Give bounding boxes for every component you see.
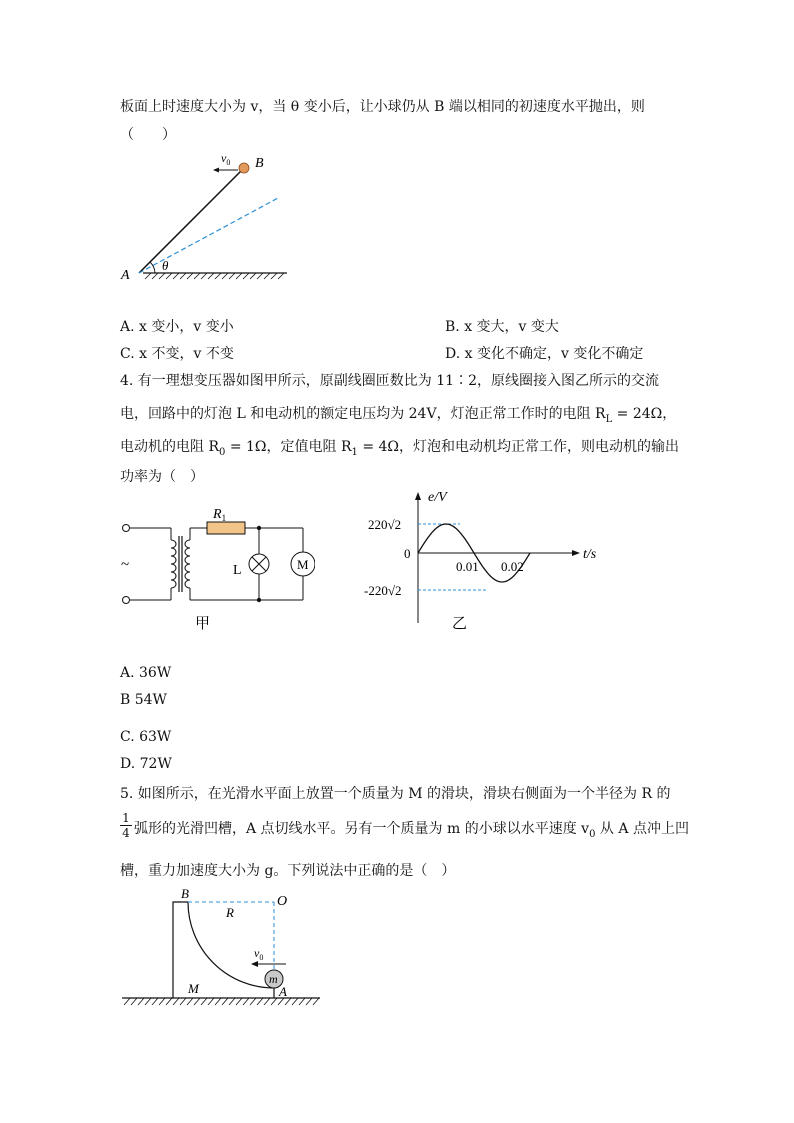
q4-ac-source-symbol: ~	[121, 557, 130, 573]
q3-ball	[239, 163, 249, 173]
q3-option-b[interactable]: B. x 变大，v 变大	[445, 319, 559, 335]
q4-primary-coil	[171, 540, 176, 588]
q3-point-b-label: B	[255, 156, 264, 171]
q5-stem-line2: 弧形的光滑凹槽，A 点切线水平。另有一个质量为 m 的小球以水平速度 $v_0$ 从 A 点冲上凹	[134, 821, 689, 840]
q5-stem-line3: 槽，重力加速度大小为 g。下列说法中正确的是（ ）	[120, 863, 456, 879]
q3-option-a[interactable]: A. x 变小，v 变小	[120, 319, 234, 335]
q4-caption-yi: 乙	[452, 616, 468, 632]
q5-v0-label: $v_0$	[254, 946, 264, 962]
q5-stem-line1: 5. 如图所示，在光滑水平面上放置一个质量为 M 的滑块，滑块右侧面为一个半径为 R 的	[120, 786, 671, 802]
q5-ball-m-label: m	[269, 972, 278, 986]
q4-stem-line1: 4. 有一理想变压器如图甲所示，原副线圈匝数比为 11∶2，原线圈接入图乙所示的交流	[120, 373, 659, 389]
q5-block-m-label: M	[188, 981, 199, 996]
q4-x-axis-label: t/s	[583, 547, 597, 562]
q3-v0-label: $v_0$	[221, 151, 231, 167]
q4-stem-line3: 电动机的电阻 $R_0 = 1\Omega$，定值电阻 $R_1 = 4\Omega$，灯泡和电动机均正常工作，则电动机的输出	[120, 439, 680, 458]
q4-ytick-positive: 220√2	[368, 517, 402, 532]
q4-y-axis-label: e/V	[428, 490, 447, 505]
q4-stem-line2: 电，回路中的灯泡 L 和电动机的额定电压均为 24V，灯泡正常工作时的电阻 $R_L = 24\Omega$，	[120, 406, 677, 425]
q4-figure-jia-circuit	[115, 500, 315, 635]
q4-xtick-002: 0.02	[501, 559, 524, 574]
q4-r1-label: $R_1$	[213, 507, 227, 523]
q3-ground-hatch	[145, 273, 284, 279]
q5-point-b-label: B	[181, 886, 189, 901]
q4-stem-line4: 功率为（ ）	[120, 469, 204, 485]
q4-option-d[interactable]: D. 72W	[120, 756, 172, 772]
q5-fraction-quarter: 1 4	[120, 811, 132, 840]
q5-ground-hatch	[124, 998, 319, 1005]
q3-continuation-text: 板面上时速度大小为 v，当 θ 变小后，让小球仍从 B 端以相同的初速度水平抛出，则	[120, 99, 645, 115]
q5-figure-slider-groove	[118, 884, 328, 1009]
q5-point-o-label: O	[277, 894, 288, 909]
q5-point-a-label: A	[279, 984, 287, 999]
q4-xtick-001: 0.01	[456, 559, 479, 574]
q4-figure-yi-waveform	[360, 488, 610, 636]
q3-option-d[interactable]: D. x 变化不确定，v 变化不确定	[445, 346, 644, 362]
q4-option-c[interactable]: C. 63W	[120, 729, 172, 745]
q4-caption-jia: 甲	[195, 616, 211, 632]
q4-motor-label: M	[297, 557, 309, 572]
q5-radius-label: R	[226, 905, 234, 920]
q4-option-b[interactable]: B 54W	[120, 692, 167, 708]
q3-dashed-incline	[139, 198, 278, 273]
q4-option-a[interactable]: A. 36W	[120, 665, 172, 681]
q4-resistor-r1	[207, 522, 245, 534]
q3-option-c[interactable]: C. x 不变，v 不变	[120, 346, 234, 362]
q3-figure-incline	[115, 148, 305, 288]
q3-point-a-label: A	[121, 268, 130, 283]
q3-theta-label: θ	[162, 258, 169, 273]
q4-lamp-label: L	[233, 563, 242, 578]
q4-ytick-negative: -220√2	[364, 583, 402, 598]
q4-terminal-bottom	[123, 597, 130, 604]
q3-answer-blank: （ ）	[120, 127, 176, 143]
q3-angle-arc	[150, 262, 155, 273]
q4-secondary-coil	[185, 540, 190, 588]
q4-origin-label: 0	[404, 546, 411, 561]
q4-terminal-top	[123, 525, 130, 532]
q3-incline-board	[139, 170, 242, 273]
